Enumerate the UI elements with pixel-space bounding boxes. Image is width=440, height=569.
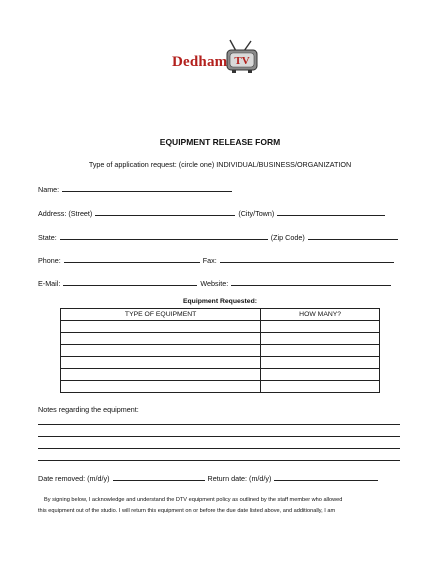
city-field[interactable] bbox=[277, 208, 385, 216]
notes-label: Notes regarding the equipment: bbox=[38, 405, 139, 414]
table-row bbox=[61, 357, 380, 369]
logo-wordmark: Dedham bbox=[172, 54, 228, 70]
notes-line[interactable] bbox=[38, 436, 400, 437]
equipment-type-cell[interactable] bbox=[61, 369, 261, 381]
equipment-table bbox=[60, 308, 380, 393]
quantity-cell[interactable] bbox=[261, 345, 380, 357]
website-field[interactable] bbox=[231, 278, 391, 286]
city-label: (City/Town) bbox=[238, 209, 275, 218]
tv-icon bbox=[224, 38, 260, 74]
logo-badge-text: TV bbox=[234, 55, 250, 67]
notes-line[interactable] bbox=[38, 424, 400, 425]
table-row bbox=[61, 345, 380, 357]
street-field[interactable] bbox=[95, 208, 235, 216]
table-row bbox=[61, 333, 380, 345]
equipment-type-cell[interactable] bbox=[61, 333, 261, 345]
table-row bbox=[61, 381, 380, 393]
fax-field[interactable] bbox=[220, 255, 394, 263]
acknowledgement-line-1: By signing below, I acknowledge and understand the DTV equipment policy as outlined by the staff member who allowed bbox=[44, 497, 343, 503]
notes-line[interactable] bbox=[38, 448, 400, 449]
name-row bbox=[38, 184, 233, 194]
street-label: Address: (Street) bbox=[38, 209, 93, 218]
phone-field[interactable] bbox=[64, 255, 200, 263]
name-field[interactable] bbox=[62, 184, 232, 192]
phone-label: Phone: bbox=[38, 256, 61, 265]
equipment-type-cell[interactable] bbox=[61, 321, 261, 333]
address-row bbox=[38, 208, 386, 218]
return-date-field[interactable] bbox=[274, 473, 378, 481]
date-removed-label: Date removed: (m/d/y) bbox=[38, 474, 110, 483]
dates-row bbox=[38, 473, 379, 483]
type-of-equipment-header: TYPE OF EQUIPMENT bbox=[61, 309, 261, 321]
quantity-cell[interactable] bbox=[261, 381, 380, 393]
email-row bbox=[38, 278, 392, 288]
equipment-table-header bbox=[61, 309, 380, 321]
return-date-label: Return date: (m/d/y) bbox=[207, 474, 272, 483]
how-many-header: HOW MANY? bbox=[261, 309, 380, 321]
acknowledgement-text bbox=[38, 495, 408, 517]
website-label: Website: bbox=[200, 279, 229, 288]
application-type-line: Type of application request: (circle one) INDIVIDUAL/BUSINESS/ORGANIZATION bbox=[88, 160, 352, 169]
state-row bbox=[38, 232, 399, 242]
table-row bbox=[61, 321, 380, 333]
date-removed-field[interactable] bbox=[113, 473, 205, 481]
equipment-type-cell[interactable] bbox=[61, 381, 261, 393]
phone-row bbox=[38, 255, 395, 265]
equipment-type-cell[interactable] bbox=[61, 345, 261, 357]
email-label: E-Mail: bbox=[38, 279, 61, 288]
state-label: State: bbox=[38, 233, 57, 242]
acknowledgement-line-2: this equipment out of the studio. I will return this equipment on or before the due date listed above, and additionally, I am bbox=[38, 508, 336, 514]
equipment-requested-label: Equipment Requested: bbox=[182, 298, 258, 305]
equipment-type-cell[interactable] bbox=[61, 357, 261, 369]
fax-label: Fax: bbox=[202, 256, 217, 265]
zip-field[interactable] bbox=[308, 232, 398, 240]
notes-line[interactable] bbox=[38, 460, 400, 461]
state-field[interactable] bbox=[60, 232, 268, 240]
quantity-cell[interactable] bbox=[261, 369, 380, 381]
email-field[interactable] bbox=[63, 278, 197, 286]
name-label: Name: bbox=[38, 185, 60, 194]
quantity-cell[interactable] bbox=[261, 357, 380, 369]
dedham-tv-logo bbox=[172, 38, 262, 78]
table-row bbox=[61, 369, 380, 381]
quantity-cell[interactable] bbox=[261, 321, 380, 333]
zip-label: (Zip Code) bbox=[270, 233, 305, 242]
form-title: EQUIPMENT RELEASE FORM bbox=[159, 137, 281, 147]
quantity-cell[interactable] bbox=[261, 333, 380, 345]
